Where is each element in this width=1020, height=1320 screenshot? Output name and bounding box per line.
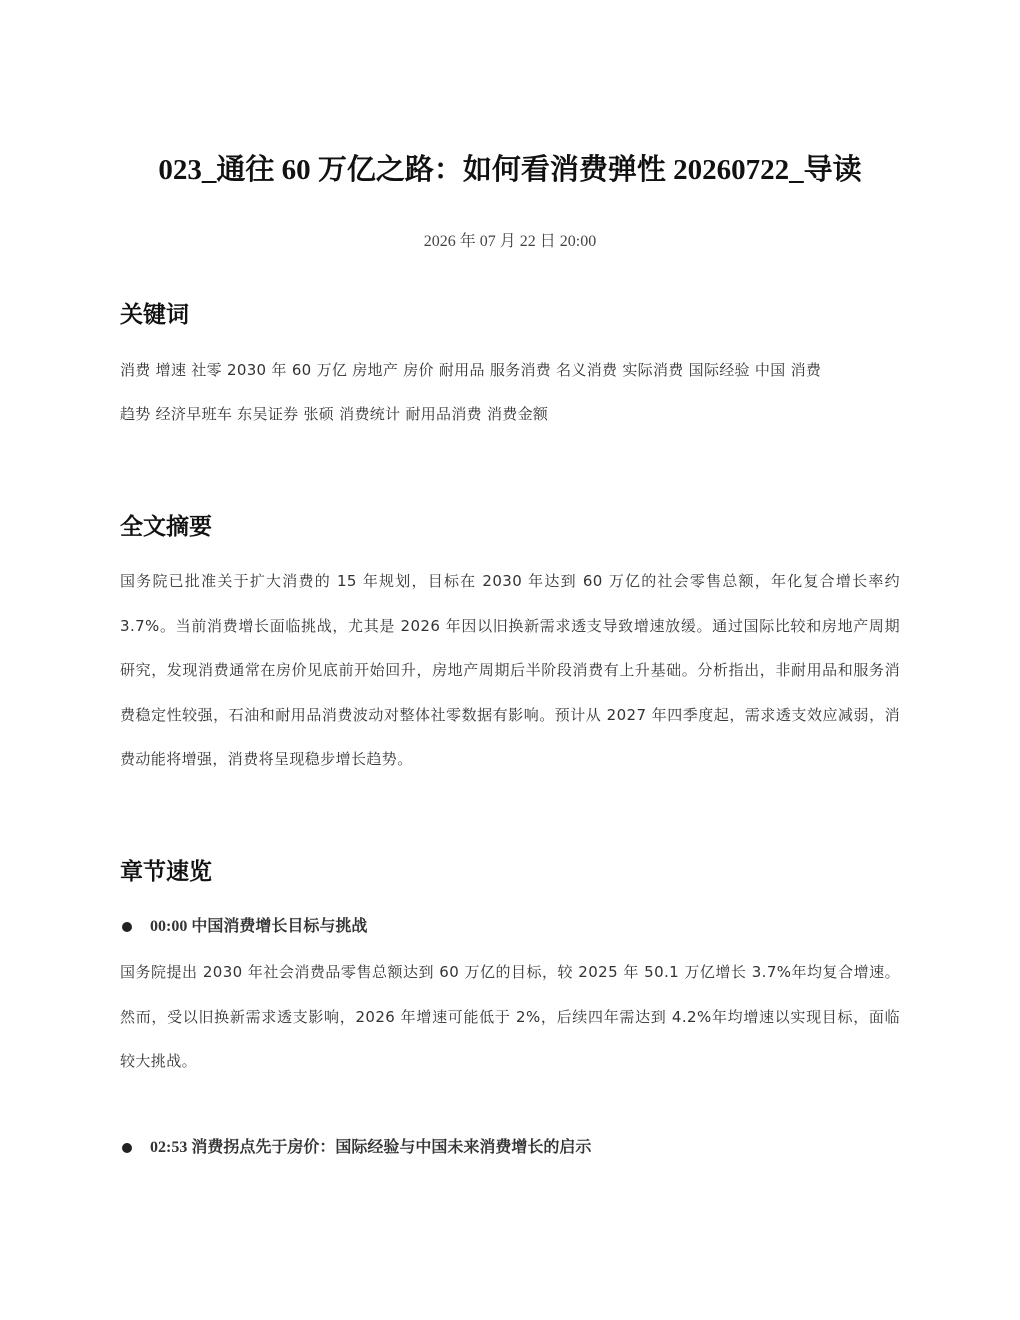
keywords-heading: 关键词 [120,302,189,328]
chapter-timestamp: 00:00 [150,918,188,935]
document-title: 023_通往 60 万亿之路：如何看消费弹性 20260722_导读 [158,154,862,186]
chapter-title[interactable] [150,914,367,940]
summary-heading: 全文摘要 [120,514,212,540]
chapter-item[interactable] [120,914,900,940]
keywords-line-1: 消费 增速 社零 2030 年 60 万亿 房地产 房价 耐用品 服务消费 名义消费 实际消费 国际经验 中国 消费 [120,361,822,379]
chapter-timestamp: 02:53 [150,1139,188,1156]
bullet-icon [122,922,132,932]
chapter-summary-text: 国务院提出 2030 年社会消费品零售总额达到 60 万亿的目标，较 2025 年 50.1 万亿增长 3.7%年均复合增速。然而，受以旧换新需求透支影响，2026 年增速可能低于 2%，后续四年需达到 4.2%年均增速以实现目标，面临较大挑战。 [120,963,900,1070]
chapter-title-text: 中国消费增长目标与挑战 [191,918,368,935]
chapter-title[interactable] [150,1135,591,1161]
bullet-icon [122,1143,132,1153]
chapter-item[interactable] [120,1135,900,1161]
summary-text: 国务院已批准关于扩大消费的 15 年规划，目标在 2030 年达到 60 万亿的社会零售总额，年化复合增长率约 3.7%。当前消费增长面临挑战，尤其是 2026 年因以旧换新需求透支导致增速放缓。通过国际比较和房地产周期研究，发现消费通常在房价见底前开始回升，房地产周期后半阶段消费有上升基础。分析指出，非耐用品和服务消费稳定性较强，石油和耐用品消费波动对整体社零数据有影响。预计从 2027 年四季度起，需求透支效应减弱，消费动能将增强，消费将呈现稳步增长趋势。 [120,572,900,768]
chapters-heading: 章节速览 [120,859,212,885]
chapter-title-text: 消费拐点先于房价：国际经验与中国未来消费增长的启示 [191,1139,592,1156]
document-date: 2026 年 07 月 22 日 20:00 [423,233,597,250]
keywords-line-2: 趋势 经济早班车 东吴证券 张硕 消费统计 耐用品消费 消费金额 [120,405,549,423]
